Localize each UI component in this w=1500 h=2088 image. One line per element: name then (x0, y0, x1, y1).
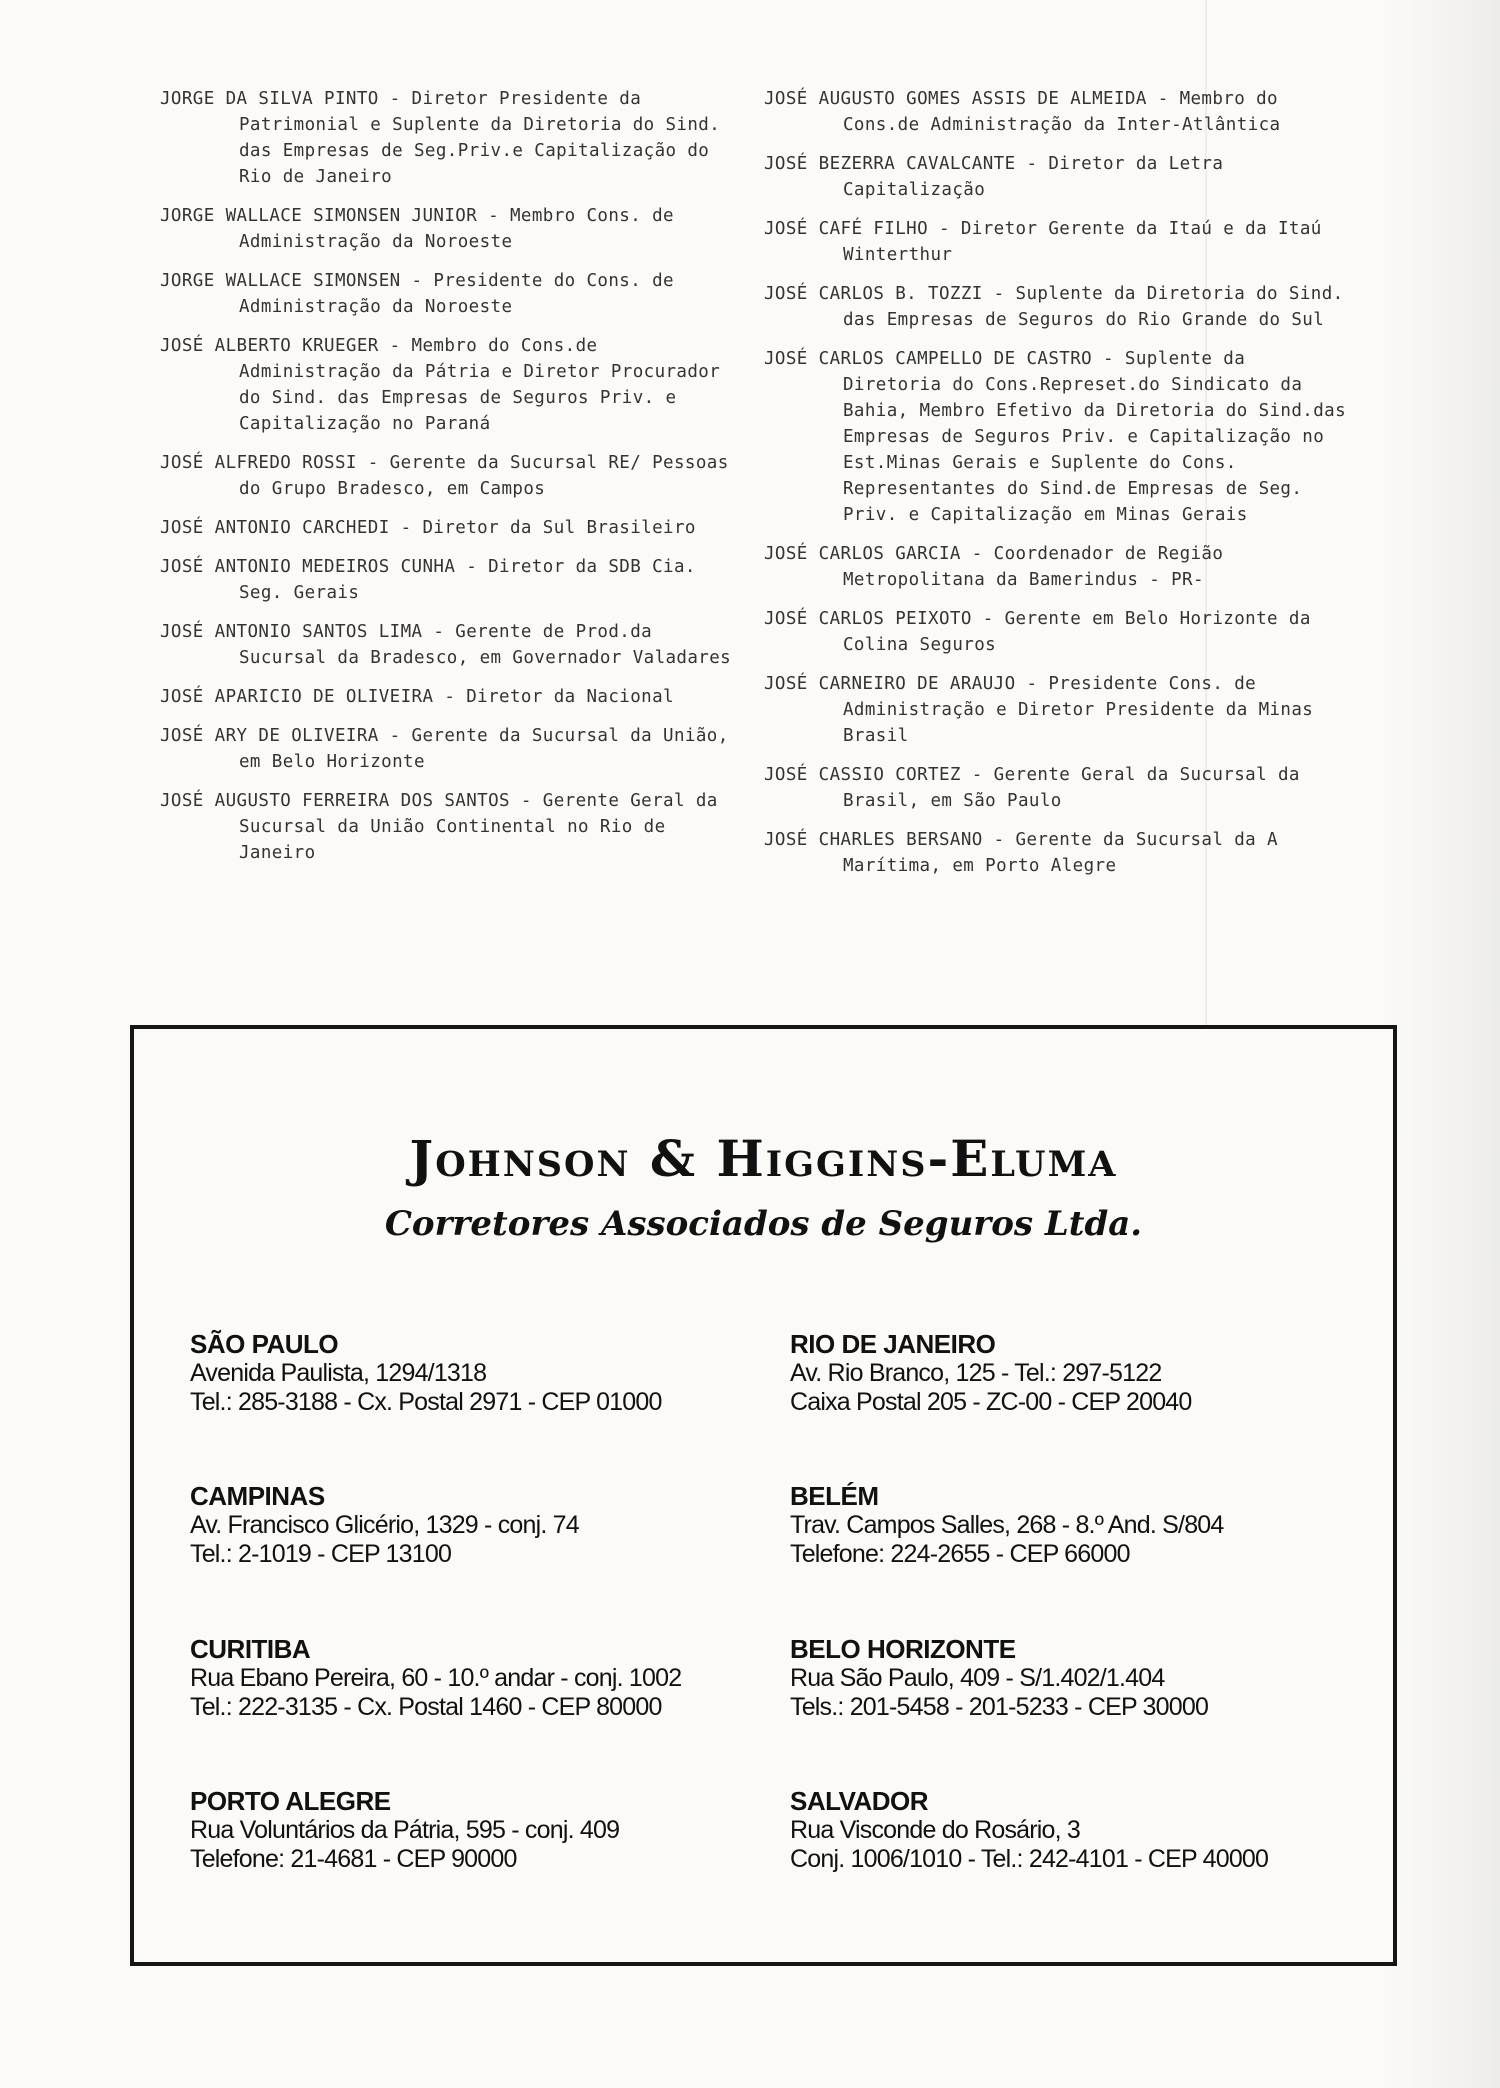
paper-edge-shadow (1380, 0, 1500, 2088)
directory-entry: JOSÉ ANTONIO SANTOS LIMA - Gerente de Prod.da Sucursal da Bradesco, em Governador Valadares (160, 622, 732, 668)
advertisement-box (130, 1025, 1397, 1966)
office-address: Rua Visconde do Rosário, 3 (790, 1816, 1081, 1844)
office-contact: Telefone: 224-2655 - CEP 66000 (790, 1540, 1130, 1568)
directory-entry: JOSÉ CHARLES BERSANO - Gerente da Sucursal da A Marítima, em Porto Alegre (764, 830, 1278, 876)
directory-entry: JOSÉ CARLOS B. TOZZI - Suplente da Diretoria do Sind. das Empresas de Seguros do Rio Grande do Sul (764, 284, 1344, 330)
office-address: Rua Ebano Pereira, 60 - 10.º andar - conj. 1002 (190, 1664, 682, 1692)
directory-entry: JORGE WALLACE SIMONSEN JUNIOR - Membro Cons. de Administração da Noroeste (160, 206, 674, 252)
office-city: CURITIBA (190, 1634, 311, 1664)
directory-entry: JORGE WALLACE SIMONSEN - Presidente do Cons. de Administração da Noroeste (160, 271, 674, 317)
directory-entry: JOSÉ AUGUSTO GOMES ASSIS DE ALMEIDA - Membro do Cons.de Administração da Inter-Atlântica (764, 89, 1281, 135)
office-address: Avenida Paulista, 1294/1318 (190, 1359, 487, 1387)
office-contact: Tels.: 201-5458 - 201-5233 - CEP 30000 (790, 1693, 1209, 1721)
directory-entry: JOSÉ ANTONIO CARCHEDI - Diretor da Sul Brasileiro (160, 518, 696, 538)
office-sao-paulo (190, 1329, 750, 1417)
directory-entry: JOSÉ CASSIO CORTEZ - Gerente Geral da Sucursal da Brasil, em São Paulo (764, 765, 1300, 811)
office-contact: Conj. 1006/1010 - Tel.: 242-4101 - CEP 40000 (790, 1845, 1269, 1873)
office-belo-horizonte (790, 1634, 1350, 1722)
office-address: Av. Francisco Glicério, 1329 - conj. 74 (190, 1511, 579, 1539)
directory-entry: JOSÉ CAFÉ FILHO - Diretor Gerente da Itaú e da Itaú Winterthur (764, 219, 1322, 265)
office-campinas (190, 1481, 750, 1569)
directory-entry: JOSÉ CARLOS PEIXOTO - Gerente em Belo Horizonte da Colina Seguros (764, 609, 1311, 655)
office-address: Rua Voluntários da Pátria, 595 - conj. 409 (190, 1816, 620, 1844)
office-city: CAMPINAS (190, 1481, 325, 1511)
office-contact: Tel.: 285-3188 - Cx. Postal 2971 - CEP 01000 (190, 1388, 662, 1416)
office-rio-de-janeiro (790, 1329, 1350, 1417)
directory-entry: JOSÉ AUGUSTO FERREIRA DOS SANTOS - Gerente Geral da Sucursal da União Continental no Rio de Janeiro (160, 791, 718, 863)
office-curitiba (190, 1634, 750, 1722)
office-contact: Tel.: 2-1019 - CEP 13100 (190, 1540, 452, 1568)
directory-entry: JOSÉ BEZERRA CAVALCANTE - Diretor da Letra Capitalização (764, 154, 1224, 200)
directory-entry: JOSÉ ALBERTO KRUEGER - Membro do Cons.de Administração da Pátria e Diretor Procurador do Sind. das Empresas de Seguros Priv. e Capitalização no Paraná (160, 336, 721, 434)
directory-entry: JOSÉ ANTONIO MEDEIROS CUNHA - Diretor da SDB Cia. Seg. Gerais (160, 557, 696, 603)
office-porto-alegre (190, 1786, 750, 1874)
office-address: Av. Rio Branco, 125 - Tel.: 297-5122 (790, 1359, 1162, 1387)
right-column (764, 86, 1349, 892)
directory-entry: JOSÉ APARICIO DE OLIVEIRA - Diretor da Nacional (160, 687, 674, 707)
office-contact: Caixa Postal 205 - ZC-00 - CEP 20040 (790, 1388, 1192, 1416)
directory-entry: JOSÉ ALFREDO ROSSI - Gerente da Sucursal RE/ Pessoas do Grupo Bradesco, em Campos (160, 453, 729, 499)
directory-entry: JOSÉ CARNEIRO DE ARAUJO - Presidente Cons. de Administração e Diretor Presidente da Minas Brasil (764, 674, 1314, 746)
directory-entry: JORGE DA SILVA PINTO - Diretor Presidente da Patrimonial e Suplente da Diretoria do Sind. das Empresas de Seg.Priv.e Capitalização do Rio de Janeiro (160, 89, 721, 187)
office-address: Rua São Paulo, 409 - S/1.402/1.404 (790, 1664, 1165, 1692)
directory-entry: JOSÉ ARY DE OLIVEIRA - Gerente da Sucursal da União, em Belo Horizonte (160, 726, 729, 772)
left-column (160, 86, 740, 879)
office-city: BELÉM (790, 1481, 879, 1511)
office-belem (790, 1481, 1350, 1569)
company-subtitle: Corretores Associados de Seguros Ltda. (384, 1204, 1143, 1244)
directory-entry: JOSÉ CARLOS GARCIA - Coordenador de Região Metropolitana da Bamerindus - PR- (764, 544, 1224, 590)
office-city: RIO DE JANEIRO (790, 1329, 996, 1359)
office-contact: Tel.: 222-3135 - Cx. Postal 1460 - CEP 80000 (190, 1693, 662, 1721)
office-city: BELO HORIZONTE (790, 1634, 1016, 1664)
office-city: PORTO ALEGRE (190, 1786, 391, 1816)
office-address: Trav. Campos Salles, 268 - 8.º And. S/804 (790, 1511, 1224, 1539)
office-contact: Telefone: 21-4681 - CEP 90000 (190, 1845, 517, 1873)
office-city: SALVADOR (790, 1786, 929, 1816)
office-salvador (790, 1786, 1350, 1874)
office-city: SÃO PAULO (190, 1329, 339, 1359)
directory-entry: JOSÉ CARLOS CAMPELLO DE CASTRO - Suplente da Diretoria do Cons.Represet.do Sindicato da Bahia, Membro Efetivo da Diretoria do Sind.das Empresas de Seguros Priv. e Capitalização no Est.Minas Gerais e Suplente do Cons. Representantes do Sind.de Empresas de Seg. Priv. e Capitalização em Minas Gerais (764, 349, 1347, 525)
company-name: Johnson & Higgins-Eluma (409, 1129, 1118, 1188)
